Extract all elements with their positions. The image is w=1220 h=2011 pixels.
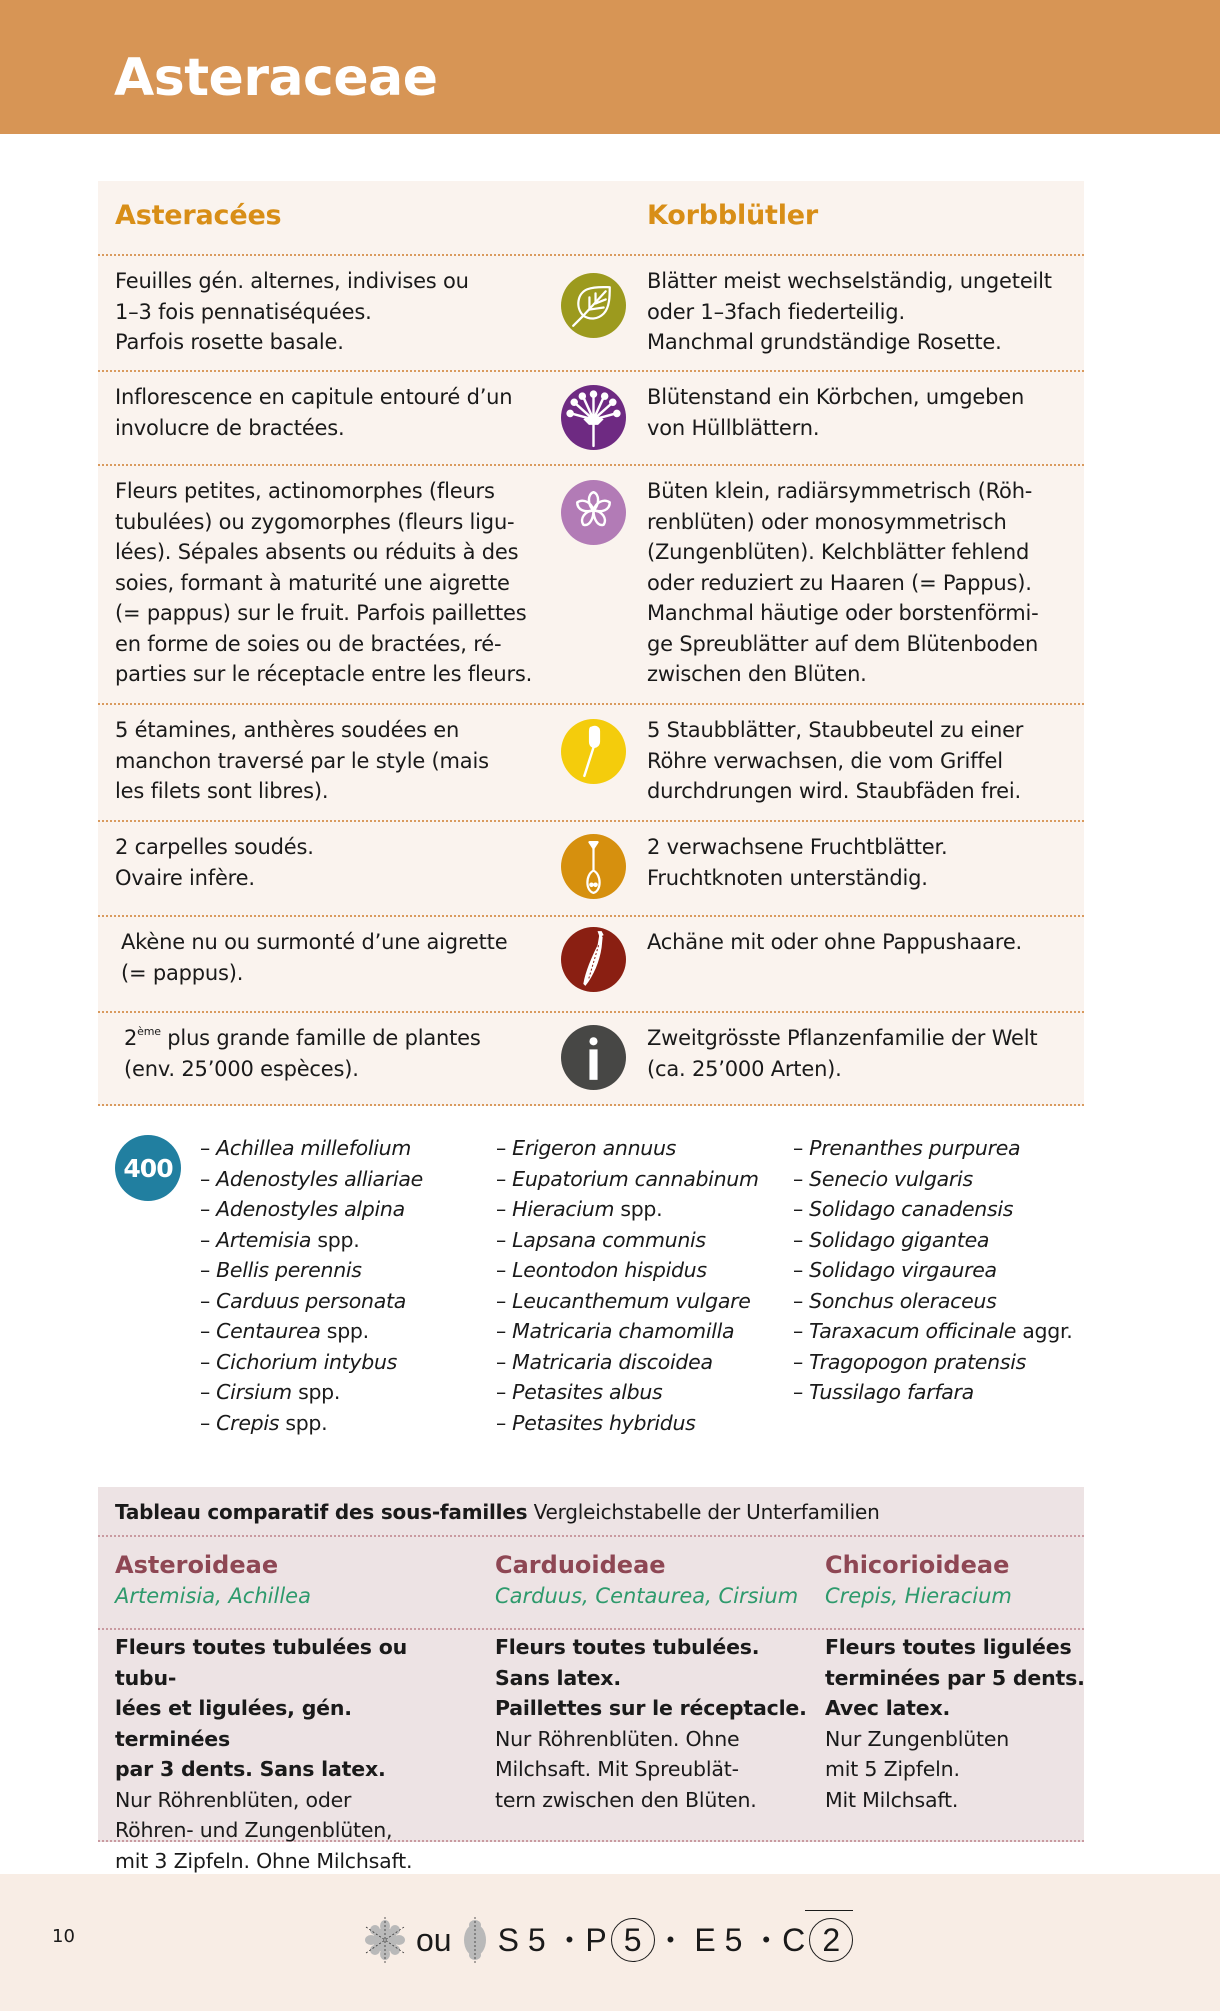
- species-item: [793, 1347, 1072, 1378]
- species-name: Bellis perennis: [216, 1258, 362, 1282]
- subfamily-table: [98, 1487, 1085, 1873]
- species-qualifier: aggr.: [1016, 1319, 1073, 1343]
- flower-icon: [561, 480, 626, 545]
- species-item: [496, 1347, 759, 1378]
- fruit-icon: [561, 927, 626, 992]
- species-item: [793, 1377, 1072, 1408]
- species-qualifier: spp.: [614, 1197, 663, 1221]
- stamen-icon: [561, 719, 626, 784]
- formula-separator: •: [565, 1927, 574, 1952]
- formula-separator: •: [666, 1927, 675, 1952]
- species-name: Adenostyles alliariae: [216, 1166, 423, 1191]
- trait-row-fruit: [98, 917, 1084, 1013]
- trait-text-de: Achäne mit oder ohne Pappushaare.: [647, 930, 1023, 954]
- species-name: Prenanthes purpurea: [809, 1136, 1021, 1160]
- subfamily-name: Carduoideae: [495, 1551, 666, 1579]
- trait-row-stamens: [98, 705, 1084, 822]
- species-name: Cirsium: [216, 1380, 292, 1404]
- floral-formula: [362, 1910, 853, 1970]
- subfamily-table-title: Tableau comparatif des sous-familles Vergleichstabelle der Unterfamilien: [115, 1500, 880, 1524]
- species-name: Petasites hybridus: [512, 1410, 696, 1435]
- trait-text-de: 2 verwachsene Fruchtblätter. Fruchtknoten unterständig.: [647, 835, 948, 890]
- species-name: Lapsana communis: [512, 1227, 706, 1252]
- species-item: [793, 1286, 1072, 1317]
- species-item: [496, 1316, 759, 1347]
- trait-text-fr: 5 étamines, anthères soudées en manchon traversé par le style (mais les filets sont libres).: [115, 718, 489, 803]
- page-footer: [0, 1874, 1220, 2011]
- species-name: Leucanthemum vulgare: [512, 1288, 751, 1313]
- species-name: Adenostyles alpina: [216, 1197, 405, 1221]
- zygomorphic-symbol-icon: [460, 1917, 490, 1963]
- trait-text-de: Blütenstand ein Körbchen, umgeben von Hüllblättern.: [647, 385, 1025, 440]
- species-name: Senecio vulgaris: [809, 1166, 973, 1191]
- species-item: [200, 1377, 423, 1408]
- formula-connector: ou: [416, 1921, 452, 1958]
- species-name: Centaurea: [216, 1319, 321, 1343]
- species-name: Solidago virgaurea: [809, 1258, 997, 1282]
- species-item: [200, 1316, 423, 1347]
- species-item: [793, 1164, 1072, 1195]
- species-name: Crepis: [216, 1410, 280, 1435]
- subfamily-description: Fleurs toutes tubulées ou tubu- lées et ligulées, gén. terminées par 3 dents. Sans latex. Nur Röhrenblüten, oder Röhren- und Zungenblüten, mit 3 Zipfeln. Ohne Milchsaft.: [115, 1635, 413, 1873]
- trait-text-fr: Feuilles gén. alternes, indivises ou 1–3 fois pennatiséquées. Parfois rosette basale.: [115, 269, 469, 354]
- species-count-badge: 400: [115, 1135, 181, 1201]
- species-item: [793, 1316, 1072, 1347]
- species-item: [200, 1133, 423, 1164]
- species-item: [200, 1164, 423, 1195]
- species-name: Achillea millefolium: [216, 1136, 412, 1160]
- species-qualifier: spp.: [320, 1319, 369, 1343]
- species-qualifier: spp.: [291, 1380, 341, 1404]
- trait-text-de: 5 Staubblätter, Staubbeutel zu einer Röhre verwachsen, die vom Griffel durchdrungen wird. Staubfäden frei.: [647, 718, 1024, 803]
- species-item: [496, 1408, 759, 1439]
- actinomorphic-symbol-icon: [362, 1917, 408, 1963]
- subfamily-description: Fleurs toutes ligulées terminées par 5 dents. Avec latex. Nur Zungenblüten mit 5 Zipfeln. Mit Milchsaft.: [825, 1635, 1085, 1812]
- formula-sepals: S 5: [497, 1921, 546, 1958]
- trait-text-fr: Akène nu ou surmonté d’une aigrette (= pappus).: [121, 930, 508, 985]
- species-item: [793, 1194, 1072, 1225]
- species-item: [496, 1194, 759, 1225]
- page-title: Asteraceae: [114, 48, 438, 108]
- formula-petals-label: P: [585, 1921, 607, 1958]
- species-item: [200, 1225, 423, 1256]
- pistil-icon: [561, 834, 626, 899]
- species-qualifier: spp.: [279, 1410, 328, 1435]
- inflorescence-icon: [561, 385, 626, 450]
- species-item: [200, 1286, 423, 1317]
- heading-fr: Asteracées: [115, 200, 282, 231]
- formula-separator: •: [762, 1927, 771, 1952]
- info-icon: [561, 1025, 626, 1090]
- species-item: [200, 1347, 423, 1378]
- species-item: [496, 1164, 759, 1195]
- species-name: Tragopogon pratensis: [809, 1349, 1026, 1374]
- species-name: Tussilago farfara: [809, 1380, 974, 1404]
- family-comparison-panel: [98, 181, 1084, 1106]
- formula-carpels-label: C: [782, 1921, 806, 1958]
- species-name: Erigeron annuus: [512, 1136, 677, 1160]
- species-qualifier: spp.: [311, 1227, 360, 1252]
- subfamily-genera: Carduus, Centaurea, Cirsium: [495, 1584, 799, 1608]
- species-item: [793, 1225, 1072, 1256]
- species-name: Hieracium: [512, 1197, 615, 1221]
- divider: [98, 1628, 1084, 1630]
- species-item: [793, 1255, 1072, 1286]
- species-name: Solidago gigantea: [809, 1227, 990, 1252]
- subfamily-description: Fleurs toutes tubulées. Sans latex. Paillettes sur le réceptacle. Nur Röhrenblüten. Ohne Milchsaft. Mit Spreublät- tern zwischen den Blüten.: [495, 1635, 807, 1812]
- species-name: Carduus personata: [216, 1288, 407, 1313]
- species-item: [200, 1194, 423, 1225]
- species-item: [496, 1377, 759, 1408]
- trait-text-de: Büten klein, radiärsymmetrisch (Röh- renblüten) oder monosymmetrisch (Zungenblüten). Kelchblätter fehlend oder reduziert zu Haaren (= Pappus). Manchmal häutige oder borstenförmi- ge Spreublätter auf dem Blütenboden zwischen den Blüten.: [647, 479, 1039, 686]
- species-item: [496, 1286, 759, 1317]
- page-number: 10: [52, 1926, 75, 1947]
- species-list-column-3: [793, 1133, 1072, 1408]
- species-item: [200, 1408, 423, 1439]
- trait-row-leaves: [98, 256, 1084, 372]
- page-header: [0, 0, 1220, 134]
- species-item: [496, 1133, 759, 1164]
- species-item: [496, 1255, 759, 1286]
- species-list-column-1: [200, 1133, 423, 1438]
- subfamily-name: Asteroideae: [115, 1551, 279, 1579]
- trait-text-de: Blätter meist wechselständig, ungeteilt oder 1–3fach fiederteilig. Manchmal grundständige Rosette.: [647, 269, 1052, 354]
- trait-text-fr: 2ème plus grande famille de plantes (env. 25’000 espèces).: [124, 1025, 481, 1081]
- trait-text-fr: 2 carpelles soudés. Ovaire infère.: [115, 835, 314, 890]
- formula-petals-value: 5: [611, 1918, 655, 1962]
- heading-de: Korbblütler: [647, 200, 819, 231]
- subfamily-genera: Artemisia, Achillea: [115, 1584, 311, 1608]
- inferior-ovary-overline: [805, 1918, 853, 1962]
- species-item: [496, 1225, 759, 1256]
- leaf-icon: [561, 273, 626, 338]
- subfamily-genera: Crepis, Hieracium: [825, 1584, 1012, 1608]
- trait-text-de: Zweitgrösste Pflanzenfamilie der Welt (ca. 25’000 Arten).: [647, 1026, 1038, 1081]
- species-name: Taraxacum officinale: [809, 1319, 1017, 1343]
- species-item: [200, 1255, 423, 1286]
- species-name: Matricaria chamomilla: [512, 1319, 735, 1343]
- species-name: Eupatorium cannabinum: [512, 1166, 759, 1191]
- heading-row: [98, 181, 1084, 256]
- species-list-column-2: [496, 1133, 759, 1438]
- formula-carpels-value: 2: [809, 1918, 853, 1962]
- formula-stamens: E 5: [694, 1921, 743, 1958]
- species-name: Cichorium intybus: [216, 1349, 398, 1374]
- species-name: Solidago canadensis: [809, 1197, 1014, 1221]
- species-name: Leontodon hispidus: [512, 1258, 707, 1282]
- species-name: Sonchus oleraceus: [809, 1288, 997, 1313]
- trait-text-fr: Fleurs petites, actinomorphes (fleurs tubulées) ou zygomorphes (fleurs ligu- lées). Sépales absents ou réduits à des soies, formant à maturité une aigrette (= pappus) sur le fruit. Parfois paillettes en forme de soies ou de bractées, ré- parties sur le réceptacle entre les fleurs.: [115, 479, 533, 686]
- subfamily-name: Chicorioideae: [825, 1551, 1010, 1579]
- species-name: Artemisia: [216, 1227, 312, 1252]
- divider: [98, 1535, 1084, 1537]
- species-name: Matricaria discoidea: [512, 1349, 713, 1374]
- trait-text-fr: Inflorescence en capitule entouré d’un involucre de bractées.: [115, 385, 513, 440]
- trait-row-inflorescence: [98, 372, 1084, 466]
- trait-row-flowers: [98, 466, 1084, 705]
- species-item: [793, 1133, 1072, 1164]
- trait-row-info: [98, 1013, 1084, 1106]
- trait-row-carpels: [98, 822, 1084, 917]
- species-name: Petasites albus: [512, 1380, 663, 1404]
